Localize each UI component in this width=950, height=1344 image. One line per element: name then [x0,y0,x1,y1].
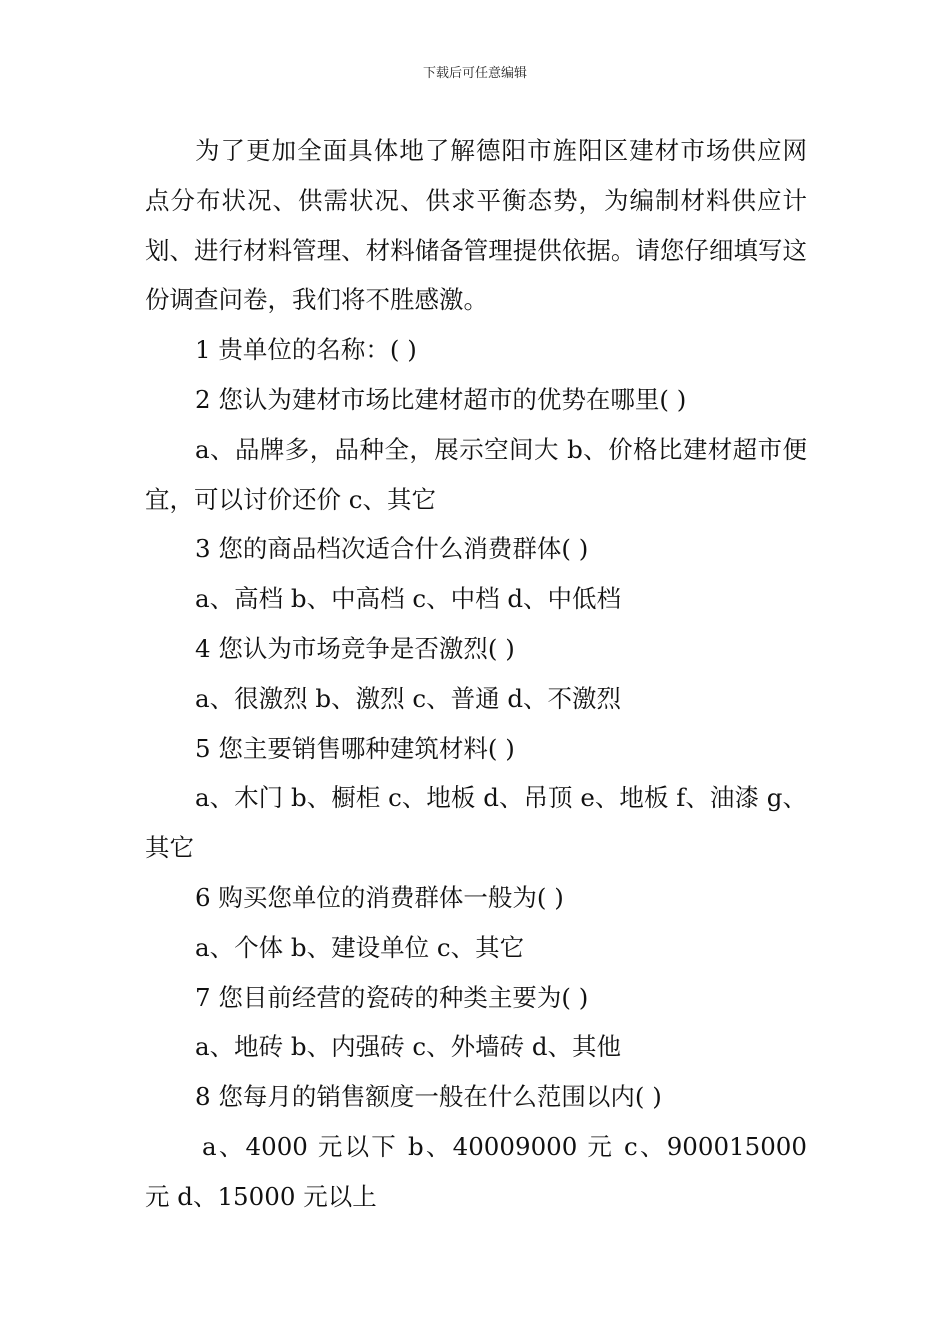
question-2-options: a、品牌多，品种全，展示空间大 b、价格比建材超市便宜，可以讨价还价 c、其它 [145,434,807,514]
question-3: 3 您的商品档次适合什么消费群体( ) [195,534,589,564]
question-2: 2 您认为建材市场比建材超市的优势在哪里( ) [195,384,687,414]
question-7-options: a、地砖 b、内强砖 c、外墙砖 d、其他 [195,1032,622,1062]
question-8-options: a、4000 元以下 b、40009000 元 c、900015000 元 d、15000 元以上 [145,1131,807,1211]
question-5: 5 您主要销售哪种建筑材料( ) [195,733,515,763]
question-4: 4 您认为市场竞争是否激烈( ) [195,633,515,663]
page-header: 下载后可任意编辑 [422,66,527,81]
question-3-options: a、高档 b、中高档 c、中档 d、中低档 [195,584,622,614]
question-6: 6 购买您单位的消费群体一般为( ) [195,882,564,912]
intro-paragraph: 为了更加全面具体地了解德阳市旌阳区建材市场供应网点分布状况、供需状况、供求平衡态势，为编制材料供应计划、进行材料管理、材料储备管理提供依据。请您仔细填写这份调查问卷，我们将不胜感激。 [145,136,807,315]
question-7: 7 您目前经营的瓷砖的种类主要为( ) [195,982,589,1012]
question-8: 8 您每月的销售额度一般在什么范围以内( ) [195,1082,662,1112]
question-4-options: a、很激烈 b、激烈 c、普通 d、不激烈 [195,683,622,713]
question-1: 1 贵单位的名称：( ) [195,335,417,365]
question-6-options: a、个体 b、建设单位 c、其它 [195,932,525,962]
survey-body [145,126,807,1222]
question-5-options: a、木门 b、橱柜 c、地板 d、吊顶 e、地板 f、油漆 g、其它 [145,783,807,863]
